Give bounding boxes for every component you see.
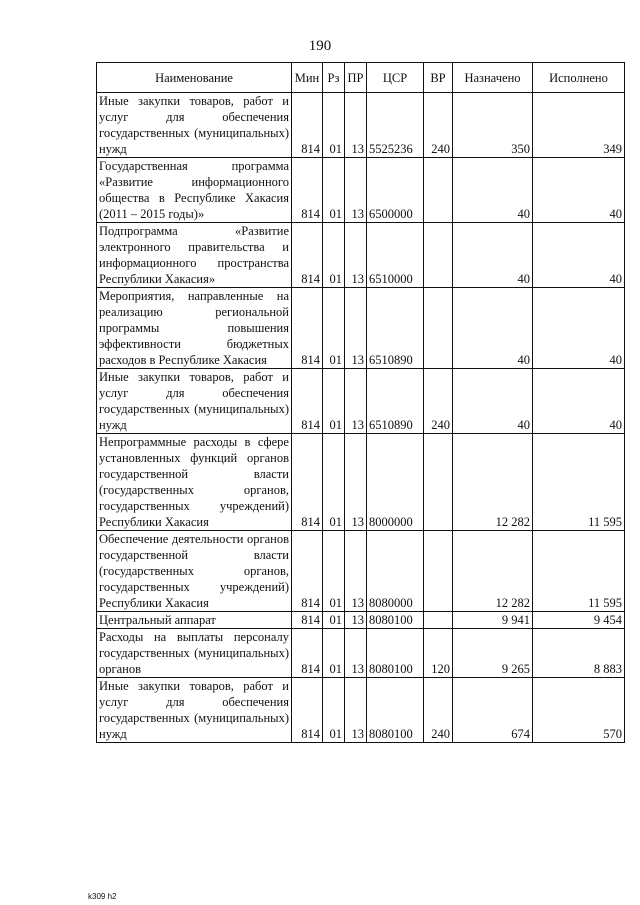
row-name: Центральный аппарат — [97, 612, 292, 629]
row-vr — [424, 158, 453, 223]
row-pr: 13 — [345, 612, 367, 629]
row-assigned: 9 941 — [453, 612, 533, 629]
row-executed: 570 — [533, 678, 625, 743]
row-executed: 40 — [533, 223, 625, 288]
page-number: 190 — [308, 38, 332, 54]
row-rz: 01 — [323, 678, 345, 743]
header-name: Наименование — [97, 63, 292, 93]
row-assigned: 12 282 — [453, 434, 533, 531]
table-row — [97, 678, 625, 743]
row-pr: 13 — [345, 158, 367, 223]
row-executed: 11 595 — [533, 434, 625, 531]
row-min: 814 — [292, 678, 323, 743]
row-min: 814 — [292, 369, 323, 434]
row-executed: 11 595 — [533, 531, 625, 612]
row-csr: 8080100 — [367, 678, 424, 743]
row-pr: 13 — [345, 223, 367, 288]
header-pr: ПР — [345, 63, 367, 93]
row-executed: 349 — [533, 93, 625, 158]
row-rz: 01 — [323, 369, 345, 434]
table-row — [97, 629, 625, 678]
row-executed: 40 — [533, 369, 625, 434]
row-executed: 40 — [533, 288, 625, 369]
row-vr: 240 — [424, 678, 453, 743]
row-min: 814 — [292, 629, 323, 678]
table-row — [97, 288, 625, 369]
row-min: 814 — [292, 434, 323, 531]
row-pr: 13 — [345, 678, 367, 743]
row-csr: 6510000 — [367, 223, 424, 288]
row-vr — [424, 612, 453, 629]
header-assigned: Назначено — [453, 63, 533, 93]
row-pr: 13 — [345, 93, 367, 158]
row-assigned: 40 — [453, 288, 533, 369]
header-csr: ЦСР — [367, 63, 424, 93]
row-pr: 13 — [345, 434, 367, 531]
header-executed: Исполнено — [533, 63, 625, 93]
row-name: Расходы на выплаты персоналу государственных (муниципальных) органов — [97, 629, 292, 678]
row-vr: 240 — [424, 93, 453, 158]
row-min: 814 — [292, 531, 323, 612]
table-row — [97, 93, 625, 158]
row-name: Непрограммные расходы в сфере установленных функций органов государственной власти (государственных органов, государственных учреждений) Республики Хакасия — [97, 434, 292, 531]
row-min: 814 — [292, 93, 323, 158]
row-name: Мероприятия, направленные на реализацию региональной программы повышения эффективности бюджетных расходов в Республике Хакасия — [97, 288, 292, 369]
row-assigned: 674 — [453, 678, 533, 743]
row-rz: 01 — [323, 223, 345, 288]
row-min: 814 — [292, 158, 323, 223]
row-min: 814 — [292, 223, 323, 288]
row-name: Иные закупки товаров, работ и услуг для обеспечения государственных (муниципальных) нужд — [97, 678, 292, 743]
row-assigned: 9 265 — [453, 629, 533, 678]
row-assigned: 12 282 — [453, 531, 533, 612]
header-vr: ВР — [424, 63, 453, 93]
footer-code: k309 h2 — [88, 892, 117, 901]
row-assigned: 350 — [453, 93, 533, 158]
row-rz: 01 — [323, 288, 345, 369]
table-row — [97, 531, 625, 612]
row-assigned: 40 — [453, 158, 533, 223]
row-vr — [424, 223, 453, 288]
row-vr: 240 — [424, 369, 453, 434]
header-rz: Рз — [323, 63, 345, 93]
row-rz: 01 — [323, 158, 345, 223]
budget-table — [96, 62, 625, 743]
table-header-row — [97, 63, 625, 93]
row-vr — [424, 434, 453, 531]
row-vr — [424, 531, 453, 612]
row-csr: 6500000 — [367, 158, 424, 223]
row-name: Государственная программа «Развитие информационного общества в Республике Хакасия (2011 – 2015 годы)» — [97, 158, 292, 223]
table-row — [97, 612, 625, 629]
row-csr: 5525236 — [367, 93, 424, 158]
row-executed: 8 883 — [533, 629, 625, 678]
table-row — [97, 223, 625, 288]
row-rz: 01 — [323, 434, 345, 531]
row-assigned: 40 — [453, 369, 533, 434]
row-pr: 13 — [345, 369, 367, 434]
row-pr: 13 — [345, 629, 367, 678]
row-csr: 8080000 — [367, 531, 424, 612]
row-rz: 01 — [323, 531, 345, 612]
row-name: Подпрограмма «Развитие электронного правительства и информационного пространства Республики Хакасия» — [97, 223, 292, 288]
row-executed: 40 — [533, 158, 625, 223]
row-csr: 8000000 — [367, 434, 424, 531]
row-name: Иные закупки товаров, работ и услуг для обеспечения государственных (муниципальных) нужд — [97, 93, 292, 158]
row-name: Обеспечение деятельности органов государственной власти (государственных органов, государственных учреждений) Республики Хакасия — [97, 531, 292, 612]
row-name: Иные закупки товаров, работ и услуг для обеспечения государственных (муниципальных) нужд — [97, 369, 292, 434]
row-vr: 120 — [424, 629, 453, 678]
row-csr: 6510890 — [367, 288, 424, 369]
table-row — [97, 158, 625, 223]
table-row — [97, 369, 625, 434]
row-min: 814 — [292, 612, 323, 629]
row-rz: 01 — [323, 612, 345, 629]
row-pr: 13 — [345, 531, 367, 612]
row-csr: 6510890 — [367, 369, 424, 434]
row-csr: 8080100 — [367, 629, 424, 678]
row-executed: 9 454 — [533, 612, 625, 629]
row-rz: 01 — [323, 93, 345, 158]
header-min: Мин — [292, 63, 323, 93]
row-assigned: 40 — [453, 223, 533, 288]
row-min: 814 — [292, 288, 323, 369]
row-vr — [424, 288, 453, 369]
row-rz: 01 — [323, 629, 345, 678]
row-pr: 13 — [345, 288, 367, 369]
row-csr: 8080100 — [367, 612, 424, 629]
table-row — [97, 434, 625, 531]
